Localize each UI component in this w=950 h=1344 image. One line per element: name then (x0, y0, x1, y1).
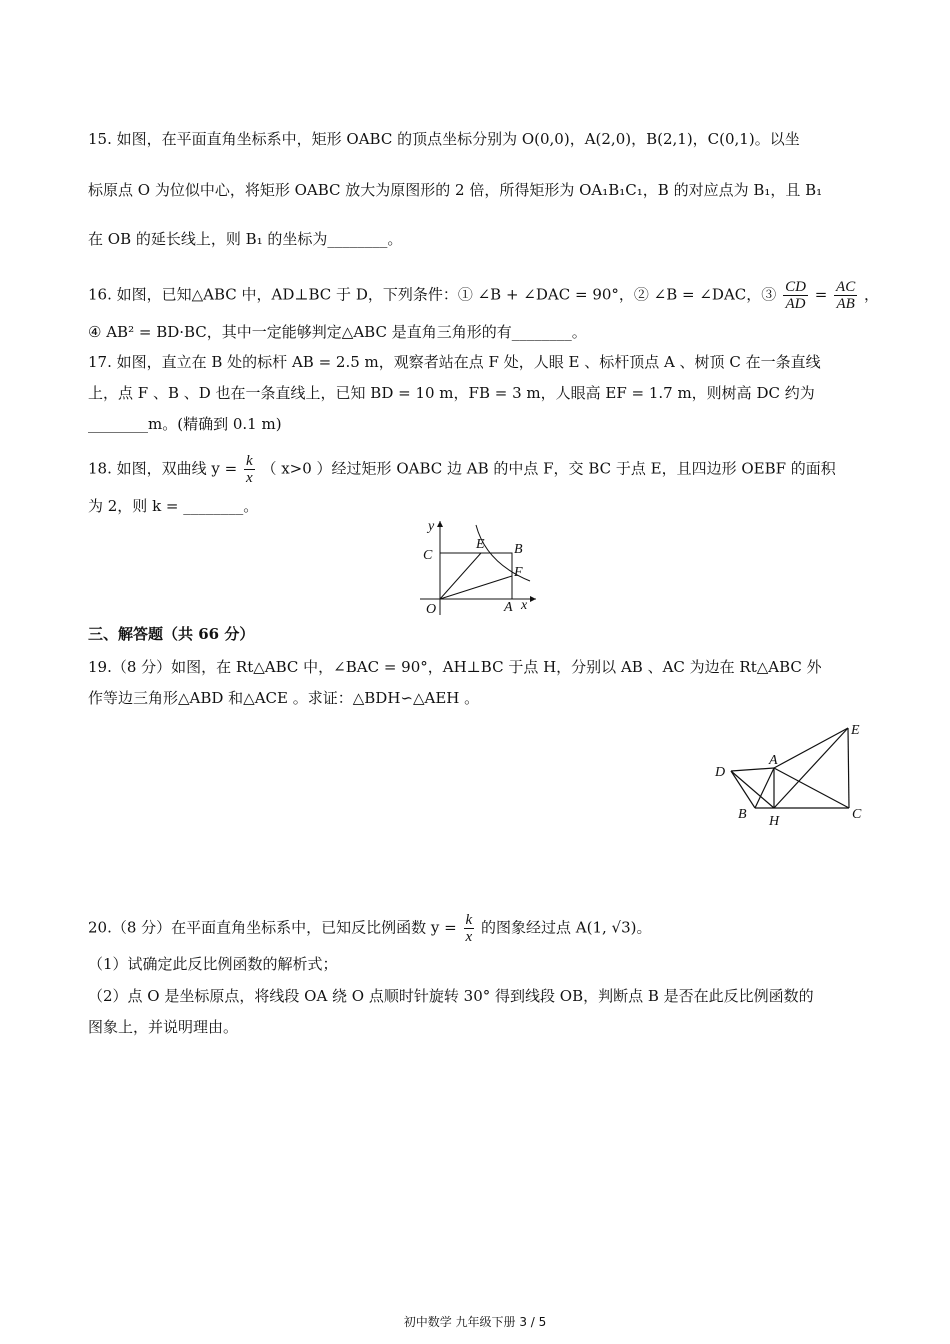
q18-frac-den: x (245, 470, 253, 486)
label-x: x (521, 598, 528, 613)
label-e: E (851, 723, 860, 738)
label-f: F (514, 565, 523, 580)
q20-line1-suffix: 的图象经过点 A(1, √3)。 (480, 918, 652, 937)
q20-frac-num: k (465, 912, 473, 928)
q19-line1: 19.（8 分）如图，在 Rt△ABC 中，∠BAC = 90°，AH⊥BC 于点 H，分别以 AB 、AC 为边在 Rt△ABC 外 (88, 658, 822, 676)
label-h: H (769, 814, 780, 829)
q18-line1-prefix: 18. 如图，双曲线 y = (88, 459, 238, 478)
label-a: A (504, 600, 513, 615)
q18-fraction-k-x (244, 453, 255, 486)
segment-ae (774, 728, 848, 768)
q20-frac-den: x (465, 929, 473, 945)
x-axis-arrow (530, 596, 536, 602)
q18-line2: 为 2，则 k = ________。 (88, 497, 259, 515)
q20-part1: （1）试确定此反比例函数的解析式； (88, 955, 338, 973)
q15-line1: 15. 如图，在平面直角坐标系中，矩形 OABC 的顶点坐标分别为 O(0,0)，A(2,0)，B(2,1)，C(0,1)。以坐 (88, 130, 800, 148)
segment-ac (774, 768, 849, 808)
q19-line2: 作等边三角形△ABD 和△ACE 。求证：△BDH∽△AEH 。 (88, 689, 480, 707)
q15-line2: 标原点 O 为位似中心，将矩形 OABC 放大为原图形的 2 倍，所得矩形为 OA₁B₁C₁，B 的对应点为 B₁，且 B₁ (88, 181, 823, 199)
rectangle-oabc (440, 553, 512, 599)
q16-frac-left-den: AD (785, 296, 806, 312)
q16-line1-suffix: ， (864, 285, 880, 304)
label-e: E (476, 537, 485, 552)
q20-part2-line1: （2）点 O 是坐标原点，将线段 OA 绕 O 点顺时针旋转 30° 得到线段 OB，判断点 B 是否在此反比例函数的 (88, 987, 814, 1005)
q19-figure (710, 718, 870, 830)
q17-line2: 上，点 F 、B 、D 也在一条直线上，已知 BD = 10 m，FB = 3 m，人眼高 EF = 1.7 m，则树高 DC 约为 (88, 384, 815, 402)
q20-line1 (88, 912, 868, 945)
q16-fraction-ac-ab (834, 279, 857, 312)
q20-fraction-k-x (464, 912, 475, 945)
q18-figure (410, 515, 540, 618)
q17-line3: ________m。(精确到 0.1 m) (88, 415, 282, 433)
q16-fraction-cd-ad (783, 279, 808, 312)
q16-frac-right-num: AC (836, 279, 856, 295)
label-b: B (738, 807, 747, 822)
segment-eh (774, 728, 848, 808)
label-c: C (852, 807, 862, 822)
q16-line1 (88, 279, 880, 312)
segment-da (731, 768, 774, 771)
label-y: y (428, 519, 435, 534)
q16-line1-prefix: 16. 如图，已知△ABC 中，AD⊥BC 于 D，下列条件：① ∠B + ∠DAC = 90°，② ∠B = ∠DAC，③ (88, 285, 777, 304)
q15-line3: 在 OB 的延长线上，则 B₁ 的坐标为________。 (88, 230, 403, 248)
segment-ab (755, 768, 774, 808)
label-b: B (514, 542, 523, 557)
segment-ec (848, 728, 849, 808)
y-axis-arrow (437, 521, 443, 527)
label-d: D (715, 765, 726, 780)
q20-line1-prefix: 20.（8 分）在平面直角坐标系中，已知反比例函数 y = (88, 918, 457, 937)
segment-db (731, 771, 755, 808)
label-a: A (769, 753, 778, 768)
segment-dh (731, 771, 774, 808)
q18-line1-suffix: （ x>0 ）经过矩形 OABC 边 AB 的中点 F，交 BC 于点 E，且四边形 OEBF 的面积 (261, 459, 836, 478)
page-footer: 初中数学 九年级下册 3 / 5 (403, 1315, 547, 1329)
q18-line1 (88, 453, 868, 486)
q16-frac-left-num: CD (785, 279, 806, 295)
q16-line2: ④ AB² = BD·BC，其中一定能够判定△ABC 是直角三角形的有________。 (88, 323, 587, 341)
label-c: C (423, 548, 433, 563)
q16-equals: = (814, 285, 828, 304)
q17-line1: 17. 如图，直立在 B 处的标杆 AB = 2.5 m，观察者站在点 F 处，人眼 E 、标杆顶点 A 、树顶 C 在一条直线 (88, 353, 821, 371)
section-3-title: 三、解答题（共 66 分） (88, 625, 255, 643)
q16-frac-right-den: AB (836, 296, 855, 312)
q20-part2-line2: 图象上，并说明理由。 (88, 1018, 239, 1036)
q18-frac-num: k (245, 453, 253, 469)
label-o: O (426, 602, 437, 617)
